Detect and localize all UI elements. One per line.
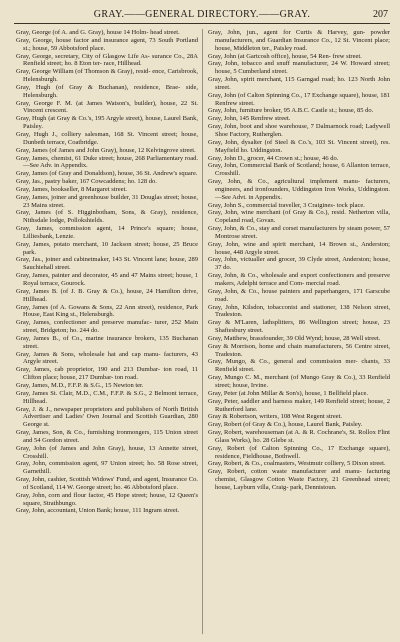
directory-entry: Gray, Robert, cotton waste manufacturer and manu- facturing chemist, Glasgow Cotton Waste Factory, 21 Greenhead street; house, Layburn villa, Craig- park, Dennistoun. <box>208 468 390 491</box>
directory-entry: Gray, James, chemist, 61 Duke street; house, 268 Parliamentary road.—See Adv. in Appendix. <box>16 154 198 170</box>
column-divider <box>202 29 203 634</box>
directory-entry: Gray, James, cab proprietor, 190 and 213 Dumbar- ton road, 11 Clifton place; house, 217 Dumbar- ton road. <box>16 366 198 382</box>
directory-entry: Gray, John, accountant, Union Bank; house, 111 Ingram street. <box>16 507 180 515</box>
directory-entry: Gray, John, spirit merchant, 115 Garngad road; ho. 123 North John street. <box>208 76 390 91</box>
directory-entry: Gray, John, dysalter (of Steel & Co.'s, 103 St. Vincent street), res. Mayfield ho. Uddingston. <box>208 138 390 154</box>
directory-entry: Gray, Peter, saddler and harness maker, 149 Renfield street; house, 2 Rutherford lane. <box>208 397 390 413</box>
directory-entry: Gray, John, cashier, Scottish Widows' Fund, and agent, Insurance Co. of Scotland, 114 W. George street; ho. 46 Abbotsford place. <box>16 476 198 491</box>
directory-entry: Gray, John, 145 Renfrew street. <box>208 115 291 123</box>
directory-entry: Gray, James, M.D., F.F.P. & S.G., 15 Newton ter. <box>16 381 144 389</box>
directory-entry: Gray, George William (of Thomson & Gray), resid- ence, Carisbrook, Helensburgh. <box>16 68 198 84</box>
directory-entry: Gray, Robert (of Calton Spinning Co., 17 Exchange square), residence, Fieldhouse, Bothwell. <box>208 444 390 460</box>
directory-entry: Gray, George (of A. and G. Gray), house 14 Holm- head street. <box>16 29 180 36</box>
directory-entry: Gray, James B. (of J. B. Gray & Co.), house, 24 Hamilton drive, Hillhead. <box>16 287 198 303</box>
directory-entry: Gray, James (of S. Higginbotham, Sons, & Gray), residence, Nithsdale lodge, Pollokshields. <box>16 209 198 225</box>
directory-entry: Gray, Mungo C. M., merchant (of Mungo Gray & Co.), 33 Renfield street; house, Irvine. <box>208 374 390 389</box>
directory-entry: Gray, John (at Gartcosh office), house, 54 Ren- frew street. <box>208 52 362 60</box>
directory-entry: Gray, James B., of Co., marine insurance brokers, 135 Buchanan street. <box>16 334 198 350</box>
directory-entry: Gray, George F. M. (at James Watson's, builder), house, 22 St. Vincent crescent. <box>16 99 198 115</box>
directory-entry: Gray, James (of James and John Gray), house, 12 Kelvingrove street. <box>16 146 196 154</box>
directory-entry: Gray, John, Commercial Bank of Scotland; house, 6 Allanton terrace, Crosshill. <box>208 162 390 178</box>
left-column <box>16 29 198 515</box>
directory-entry: Gray, John, Kilsdon, tobacconist and stationer, 138 Nelson street, Tradeston. <box>208 303 390 319</box>
directory-entry: Gray, James, Son, & Co., furnishing ironmongers, 115 Union street and 54 Gordon street. <box>16 429 198 444</box>
directory-entry: Gray, John, victualler and grocer, 39 Clyde street, Anderston; house, 37 do. <box>208 256 390 272</box>
directory-entry: Gray, Peter (at John Millar & Son's), house, 1 Bellfield place. <box>208 389 368 397</box>
directory-entry: Gray, John, commission agent, 97 Union street; ho. 58 Rose street, Garnethill. <box>16 460 198 476</box>
directory-entry: Gray, John, wine merchant (of Gray & Co.), resid. Netherton villa, Copeland road, Govan. <box>208 209 390 225</box>
directory-entry: Gray & M'Laren, lathsplitters, 86 Wellington street; house, 23 Shaftesbury street. <box>208 319 390 335</box>
directory-entry: Gray, Jas., pastry baker, 167 Cowcaddens; ho. 128 do. <box>16 178 157 186</box>
page-header <box>14 8 390 22</box>
directory-entry: Gray, George, house factor and insurance agent, 73 South Portland st.; house, 59 Abbotsford place. <box>16 36 198 52</box>
directory-entry: Gray, John S., commercial traveller, 3 Craigines- tock place. <box>208 201 365 209</box>
directory-entry: Gray, Hugh (of Gray & Buchanan), residence, Brae- side, Helensburgh. <box>16 83 198 99</box>
directory-entry: Gray, Robert, & Co., coalmasters, Westmuir colliery, 5 Dixon street. <box>208 460 386 468</box>
directory-entry: Gray, John, & Co., house painters and paperhangers, 171 Garscube road. <box>208 287 390 303</box>
directory-entry: Gray, John, & Co., agricultural implement manu- facturers, engineers, and ironfounders, Uddingston Iron Works, Uddingston.—See Advt. in Appendix. <box>208 178 390 201</box>
directory-entry: Gray, John, boot and shoe warehouse, 7 Dalmarnock road; Ladywell Shoe Factory, Rutherglen. <box>208 123 390 138</box>
directory-entry: Gray, John, & Co., wholesale and export confectioners and preserve makers, Adelphi terrace and Com- mercial road. <box>208 272 390 287</box>
directory-entry: Gray, J. & J., newspaper proprietors and publishers of North British Advertiser and Ladies' Own Journal and Scottish Guardian, 280 George st. <box>16 405 198 429</box>
directory-entry: Gray, James, painter and decorator, 45 and 47 Mains street; house, 1 Royal terrace, Gourock. <box>16 272 198 287</box>
directory-entry: Gray, John (of James and John Gray), house, 13 Annette street, Crosshill. <box>16 444 198 460</box>
directory-entry: Gray, John, furniture broker, 95 A.B.C. Castle st.; house, 85 do. <box>208 107 374 115</box>
directory-entry: Gray, John, jun., agent for Curtis & Harvey, gun- powder manufacturers, and Guardian Insurance Co., 12 St. Vincent place; house, Middleton ter., Paisley road. <box>208 29 390 52</box>
directory-entry: Gray, James, bookseller, 8 Margaret street. <box>16 185 127 193</box>
directory-entry: Gray, James St. Clair, M.D., C.M., F.F.P. & S.G., 2 Belmont terrace, Hillhead. <box>16 389 198 405</box>
directory-entry: Gray & Robertson, writers, 108 West Regent street. <box>208 413 343 421</box>
running-title: GRAY.——GENERAL DIRECTORY.——GRAY. <box>93 9 311 20</box>
right-column <box>208 29 390 492</box>
directory-entry: Gray, George, secretary, City of Glasgow Life As- surance Co., 28A Renfield street; ho. 8 Eton ter- race, Hillhead. <box>16 52 198 68</box>
directory-entry: Gray, James & Sons, wholesale hat and cap manu- facturers, 43 Argyle street. <box>16 350 198 366</box>
directory-entry: Gray, James, confectioner and preserve manufac- turer, 252 Main street, Bridgeton; ho. 244 do. <box>16 319 198 335</box>
directory-entry: Gray, John (of Calton Spinning Co., 17 Exchange square), house, 181 Renfrew street. <box>208 91 390 107</box>
header-rule <box>14 23 390 24</box>
directory-entry: Gray, James, potato merchant, 10 Jackson street; house, 25 Bruce park. <box>16 240 198 256</box>
directory-entry: Gray, James, joiner and greenhouse builder, 31 Douglas street; house, 23 Mains street. <box>16 193 198 209</box>
directory-entry: Gray, Matthew, brassfounder, 39 Old Wynd; house, 28 Well street. <box>208 334 381 342</box>
directory-entry: Gray, Mungo, & Co., general and commission mer- chants, 33 Renfield street. <box>208 358 390 374</box>
directory-entry: Gray, John, corn and flour factor, 45 Hope street; house, 12 Queen's square, Strathbungo. <box>16 491 198 507</box>
page-number: 207 <box>373 9 388 20</box>
directory-entry: Gray, James, commission agent, 14 Prince's square; house, Lilliesbank, Lenzie. <box>16 225 198 240</box>
directory-entry: Gray, Robert, warehouseman (at A. & R. Cochrane's, St. Rollox Flint Glass Works), ho. 28 Glebe st. <box>208 429 390 444</box>
directory-entry: Gray & Morrison, home and chain manufacturers, 56 Centre street, Tradeston. <box>208 342 390 358</box>
directory-entry: Gray, John, tobacco and snuff manufacturer, 24 W. Howard street; house, 5 Cumberland street. <box>208 60 390 76</box>
directory-entry: Gray, John D., grocer, 44 Crown st.; house, 46 do. <box>208 154 339 162</box>
directory-entry: Gray, James (of Gray and Donaldson), house, 36 St. Andrew's square. <box>16 170 198 178</box>
directory-entry: Gray, John, wine and spirit merchant, 14 Brown st., Anderston; house, 448 Argyle street. <box>208 240 390 256</box>
directory-entry: Gray, Jas., joiner and cabinetmaker, 143 St. Vincent lane; house, 289 Sauchiehall street. <box>16 256 198 272</box>
directory-entry: Gray, James (of A. Gowans & Sons, 22 Ann street), residence, Park House, East King st., Helensburgh. <box>16 303 198 319</box>
directory-entry: Gray, Hugh J., colliery salesman, 168 St. Vincent street; house, Dunbeth terrace, Coatbridge. <box>16 130 198 146</box>
directory-entry: Gray, Hugh (at Gray & Co.'s, 195 Argyle street), house, Laurel Bank, Paisley. <box>16 115 198 131</box>
directory-entry: Gray, Robert (of Gray & Co.), house, Laurel Bank, Paisley. <box>208 421 363 429</box>
directory-entry: Gray, John, & Co., stay and corset manufacturers by steam power, 57 Montrose street. <box>208 225 390 240</box>
